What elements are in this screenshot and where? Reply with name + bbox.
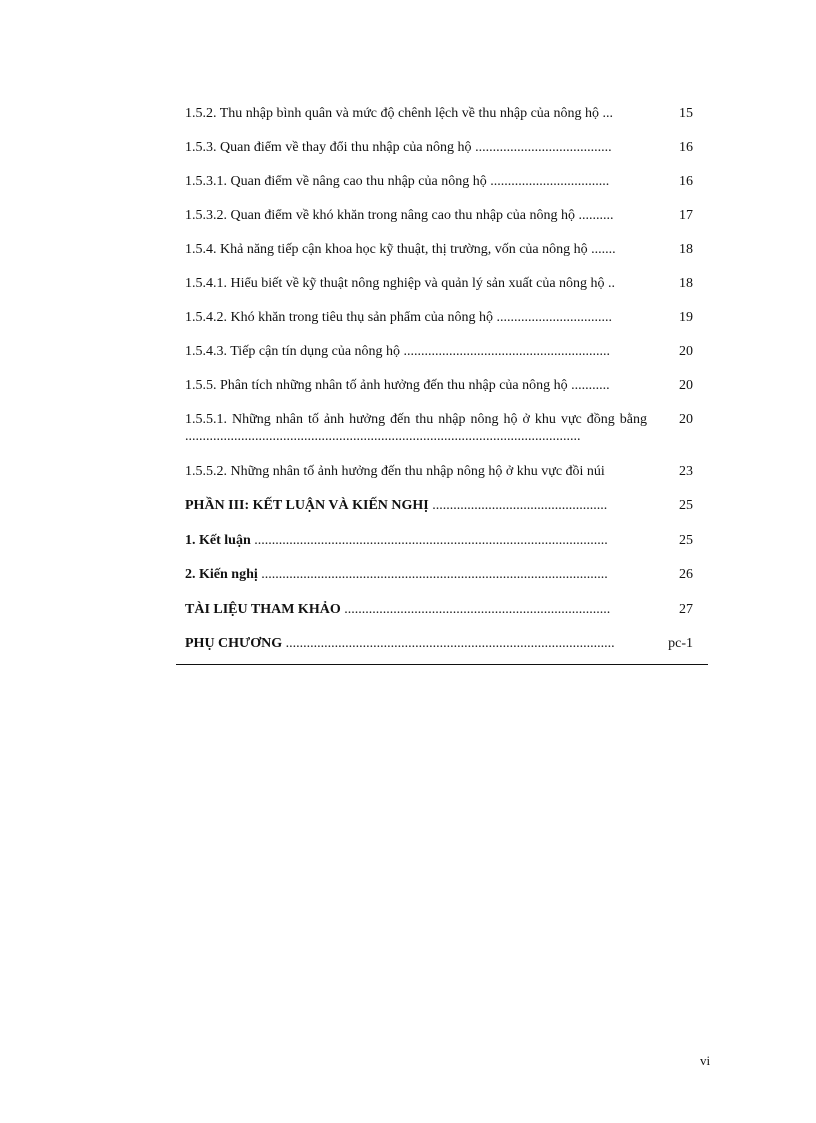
toc-entry-title: PHẦN III: KẾT LUẬN VÀ KIẾN NGHỊ <box>185 498 429 513</box>
toc-entry-1-5-4-3[interactable] <box>185 343 693 360</box>
toc-entry-1-5-5-1[interactable] <box>185 411 693 445</box>
toc-dot-leader: ................................. <box>492 310 612 325</box>
toc-page-number: 18 <box>679 242 693 257</box>
toc-page-number: 17 <box>679 208 693 223</box>
toc-entry-title: 1.5.5.1. Những nhân tố ảnh hưởng đến thu nhập nông hộ ở khu vực đồng bằng <box>185 412 647 427</box>
page-number: vi <box>700 1053 711 1068</box>
toc-entry-1-5-2[interactable] <box>185 105 693 122</box>
toc-page-number: 27 <box>679 602 693 617</box>
toc-entry-title: 1.5.3.1. Quan điểm về nâng cao thu nhập của nông hộ <box>185 174 487 189</box>
toc-dot-leader: ........................................................... <box>400 344 611 359</box>
toc-dot-leader: .................................. <box>486 174 610 189</box>
toc-entry-title: 1.5.5. Phân tích những nhân tố ảnh hưởng đến thu nhập của nông hộ <box>185 378 568 393</box>
toc-page-number: 20 <box>679 412 693 427</box>
toc-entry-title: 1.5.4.1. Hiểu biết về kỹ thuật nông nghiệp và quản lý sản xuất của nông hộ <box>185 276 605 291</box>
toc-entry-1-5-3[interactable] <box>185 139 693 156</box>
toc-dot-leader: .. <box>604 276 616 291</box>
toc-entry-title: 1.5.3.2. Quan điểm về khó khăn trong nâng cao thu nhập của nông hộ <box>185 208 575 223</box>
toc-dot-leader: .............................................................................................. <box>282 636 615 651</box>
toc-entry-1-5-3-1[interactable] <box>185 173 693 190</box>
toc-dot-leader: .................................................. <box>428 498 608 513</box>
toc-dot-leader: ....................................... <box>471 140 612 155</box>
toc-dot-leader: ..................................................................................................... <box>250 533 608 548</box>
toc-page-number: 16 <box>679 174 693 189</box>
toc-page-number: 19 <box>679 310 693 325</box>
toc-entry-1-5-4-2[interactable] <box>185 309 693 326</box>
toc-page-number: 25 <box>679 533 693 548</box>
toc-entry-title: PHỤ CHƯƠNG <box>185 636 283 651</box>
toc-entry-1-5-4[interactable] <box>185 241 693 258</box>
toc-dot-leader: ........... <box>567 378 610 393</box>
toc-entry-1-5-3-2[interactable] <box>185 207 693 224</box>
toc-entry-title: 1.5.3. Quan điểm về thay đổi thu nhập của nông hộ <box>185 140 472 155</box>
toc-entry-ket-luan[interactable] <box>185 532 693 549</box>
toc-entry-1-5-4-1[interactable] <box>185 275 693 292</box>
table-of-contents <box>185 100 693 652</box>
toc-page-number: 26 <box>679 567 693 582</box>
toc-page-number: 23 <box>679 464 693 479</box>
toc-page-number: 16 <box>679 140 693 155</box>
toc-entry-phu-chuong[interactable] <box>185 635 693 652</box>
toc-entry-title: 1.5.4.2. Khó khăn trong tiêu thụ sản phẩm của nông hộ <box>185 310 493 325</box>
toc-bottom-rule <box>176 664 708 665</box>
toc-dot-leader: ....... <box>587 242 616 257</box>
toc-dot-leader: ................................................................................................................. <box>185 429 581 444</box>
toc-dot-leader: ................................................................................................... <box>257 567 608 582</box>
toc-entry-title: 2. Kiến nghị <box>185 567 258 582</box>
toc-page-number: 20 <box>679 378 693 393</box>
toc-dot-leader: ... <box>599 106 614 121</box>
toc-entry-title: 1.5.4. Khả năng tiếp cận khoa học kỹ thuật, thị trường, vốn của nông hộ <box>185 242 588 257</box>
toc-page-number: 25 <box>679 498 693 513</box>
toc-entry-title: TÀI LIỆU THAM KHẢO <box>185 602 341 617</box>
toc-entry-title: 1.5.5.2. Những nhân tố ảnh hưởng đến thu nhập nông hộ ở khu vực đồi núi <box>185 464 605 479</box>
toc-page-number: 18 <box>679 276 693 291</box>
toc-entry-title: 1.5.4.3. Tiếp cận tín dụng của nông hộ <box>185 344 401 359</box>
toc-entry-kien-nghi[interactable] <box>185 566 693 583</box>
toc-dot-leader: ............................................................................ <box>340 602 611 617</box>
toc-entry-phan-iii[interactable] <box>185 497 693 514</box>
toc-entry-title: 1.5.2. Thu nhập bình quân và mức độ chênh lệch về thu nhập của nông hộ <box>185 106 600 121</box>
toc-entry-1-5-5[interactable] <box>185 377 693 394</box>
toc-page-number: 15 <box>679 106 693 121</box>
toc-entry-tai-lieu-tham-khao[interactable] <box>185 601 693 618</box>
toc-page-number: 20 <box>679 344 693 359</box>
toc-page-number: pc-1 <box>668 636 693 651</box>
toc-dot-leader: .......... <box>574 208 614 223</box>
toc-entry-title: 1. Kết luận <box>185 533 251 548</box>
toc-entry-1-5-5-2[interactable] <box>185 463 693 480</box>
